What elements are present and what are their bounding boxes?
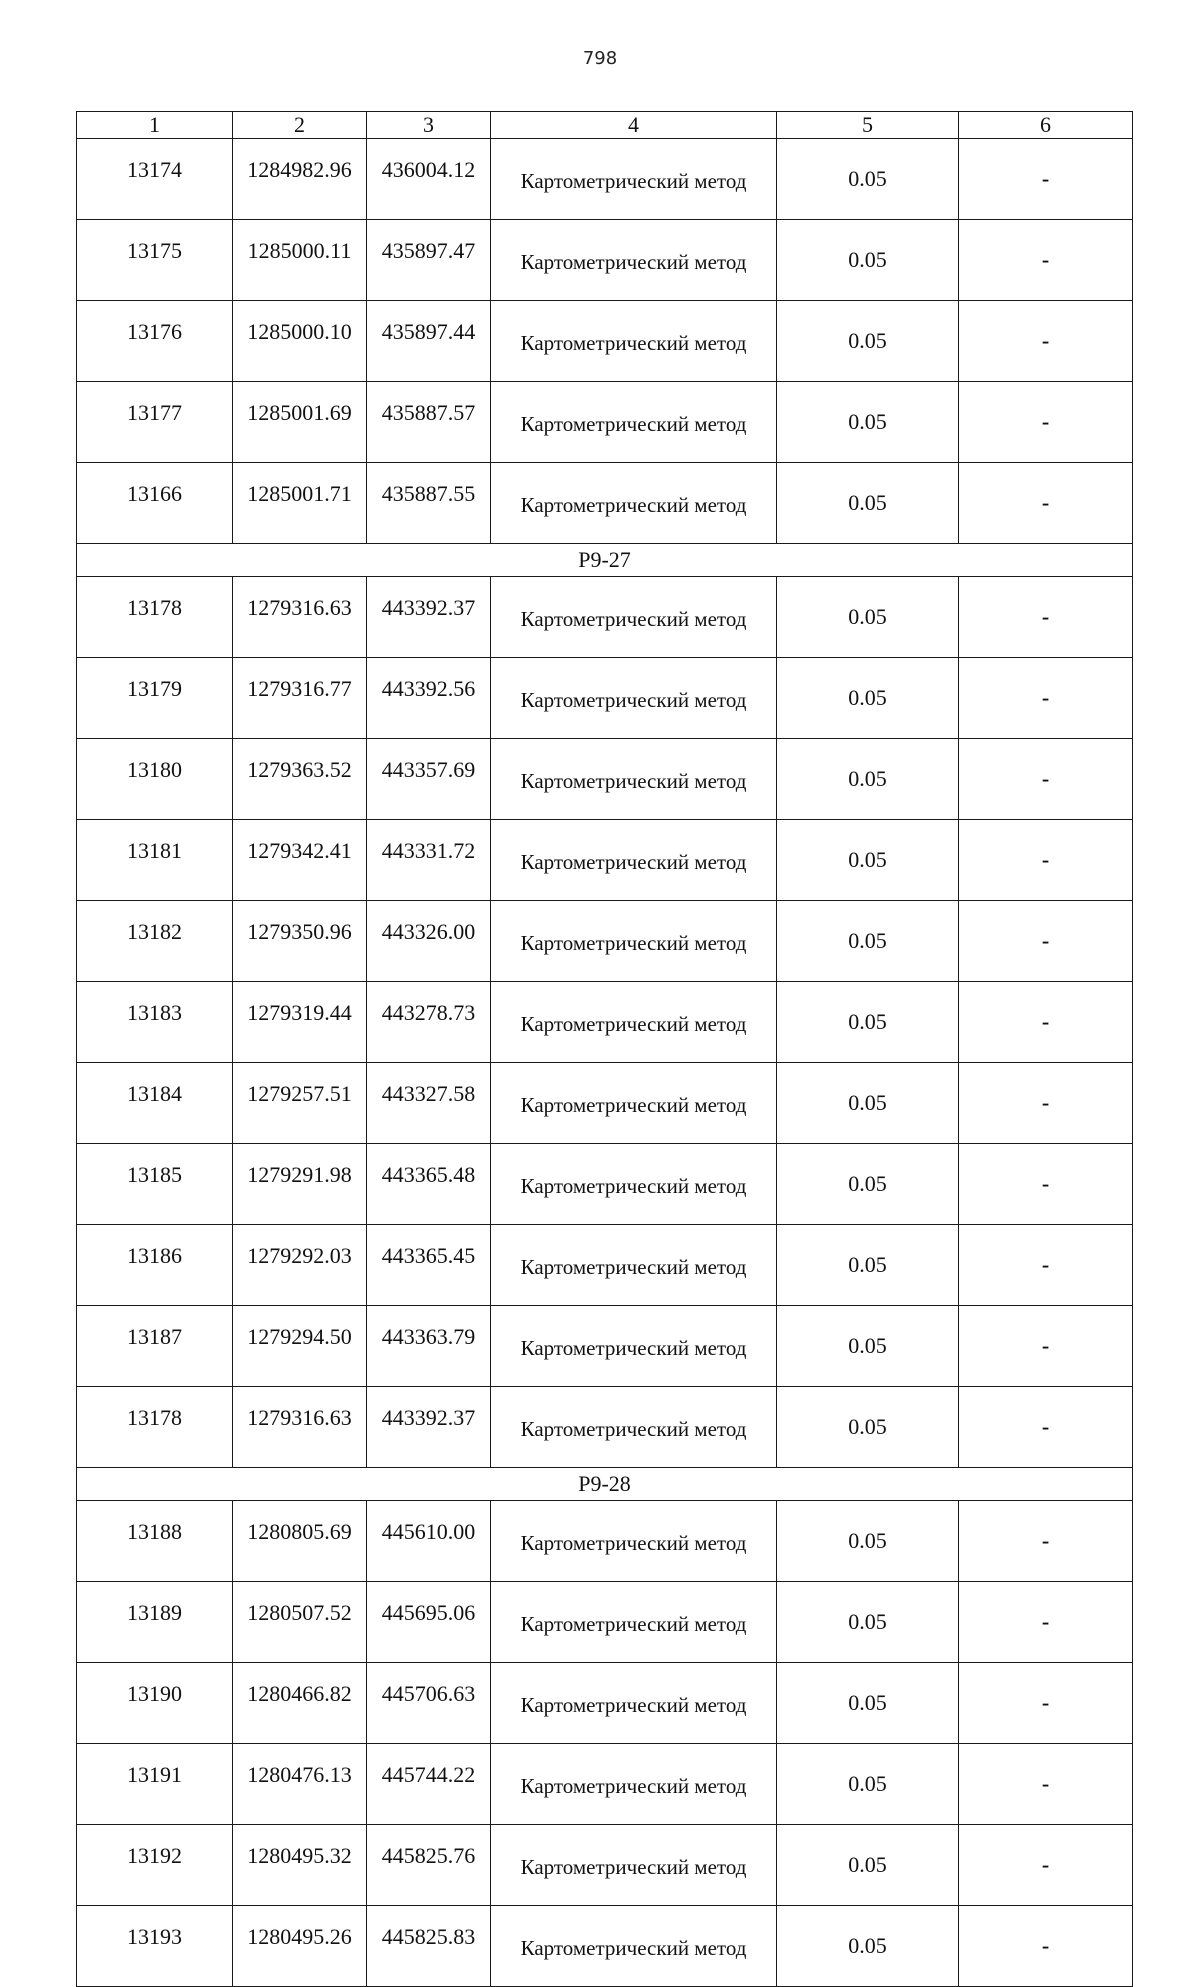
coordinate-x-cell: 1279294.50 [233, 1306, 367, 1387]
note-cell: - [959, 820, 1133, 901]
note-cell: - [959, 901, 1133, 982]
section-title: Р9-27 [77, 544, 1133, 577]
precision-cell: 0.05 [777, 577, 959, 658]
coordinate-x-cell: 1285000.10 [233, 301, 367, 382]
table-body [77, 139, 1133, 1987]
point-number-cell: 13175 [77, 220, 233, 301]
point-number-cell: 13178 [77, 1387, 233, 1468]
note-cell: - [959, 1387, 1133, 1468]
coordinate-x-cell: 1284982.96 [233, 139, 367, 220]
method-cell: Картометрический метод [491, 382, 777, 463]
point-number-cell: 13183 [77, 982, 233, 1063]
note-cell: - [959, 1744, 1133, 1825]
point-number-cell: 13188 [77, 1501, 233, 1582]
point-number-cell: 13189 [77, 1582, 233, 1663]
method-cell: Картометрический метод [491, 139, 777, 220]
coordinate-x-cell: 1280495.32 [233, 1825, 367, 1906]
note-cell: - [959, 1144, 1133, 1225]
precision-cell: 0.05 [777, 901, 959, 982]
method-cell: Картометрический метод [491, 1906, 777, 1987]
point-number-cell: 13177 [77, 382, 233, 463]
table-row [77, 1663, 1133, 1744]
note-cell: - [959, 463, 1133, 544]
table-row [77, 658, 1133, 739]
page-number: 798 [582, 48, 618, 69]
table-row [77, 1144, 1133, 1225]
note-cell: - [959, 577, 1133, 658]
coordinate-y-cell: 435887.57 [367, 382, 491, 463]
precision-cell: 0.05 [777, 1582, 959, 1663]
precision-cell: 0.05 [777, 139, 959, 220]
table-row [77, 1906, 1133, 1987]
method-cell: Картометрический метод [491, 1663, 777, 1744]
coordinate-x-cell: 1279316.63 [233, 577, 367, 658]
method-cell: Картометрический метод [491, 1144, 777, 1225]
coordinate-y-cell: 435897.44 [367, 301, 491, 382]
point-number-cell: 13179 [77, 658, 233, 739]
coordinate-y-cell: 443357.69 [367, 739, 491, 820]
coordinate-y-cell: 436004.12 [367, 139, 491, 220]
coordinate-y-cell: 445706.63 [367, 1663, 491, 1744]
note-cell: - [959, 739, 1133, 820]
header-row [77, 112, 1133, 139]
precision-cell: 0.05 [777, 1744, 959, 1825]
table-row [77, 1063, 1133, 1144]
coordinate-x-cell: 1285000.11 [233, 220, 367, 301]
header-cell: 4 [491, 112, 777, 139]
precision-cell: 0.05 [777, 1387, 959, 1468]
coordinate-y-cell: 443327.58 [367, 1063, 491, 1144]
coordinate-x-cell: 1280507.52 [233, 1582, 367, 1663]
table-row [77, 1225, 1133, 1306]
method-cell: Картометрический метод [491, 1501, 777, 1582]
section-header-row [77, 1468, 1133, 1501]
note-cell: - [959, 1306, 1133, 1387]
table-row [77, 820, 1133, 901]
table-row [77, 301, 1133, 382]
table-row [77, 739, 1133, 820]
header-cell: 3 [367, 112, 491, 139]
note-cell: - [959, 1225, 1133, 1306]
method-cell: Картометрический метод [491, 463, 777, 544]
point-number-cell: 13174 [77, 139, 233, 220]
method-cell: Картометрический метод [491, 1825, 777, 1906]
method-cell: Картометрический метод [491, 739, 777, 820]
note-cell: - [959, 1906, 1133, 1987]
precision-cell: 0.05 [777, 982, 959, 1063]
coordinate-y-cell: 445825.76 [367, 1825, 491, 1906]
header-cell: 2 [233, 112, 367, 139]
point-number-cell: 13185 [77, 1144, 233, 1225]
method-cell: Картометрический метод [491, 1387, 777, 1468]
table-row [77, 220, 1133, 301]
table-row [77, 1582, 1133, 1663]
precision-cell: 0.05 [777, 1906, 959, 1987]
coordinate-y-cell: 443278.73 [367, 982, 491, 1063]
section-title: Р9-28 [77, 1468, 1133, 1501]
coordinate-x-cell: 1280466.82 [233, 1663, 367, 1744]
coordinate-x-cell: 1279342.41 [233, 820, 367, 901]
coordinates-table [76, 111, 1133, 1987]
coordinate-y-cell: 445744.22 [367, 1744, 491, 1825]
table-row [77, 901, 1133, 982]
coordinate-x-cell: 1279316.77 [233, 658, 367, 739]
coordinate-x-cell: 1285001.69 [233, 382, 367, 463]
method-cell: Картометрический метод [491, 982, 777, 1063]
note-cell: - [959, 982, 1133, 1063]
header-cell: 1 [77, 112, 233, 139]
header-cell: 5 [777, 112, 959, 139]
coordinate-y-cell: 443365.45 [367, 1225, 491, 1306]
table-row [77, 382, 1133, 463]
precision-cell: 0.05 [777, 463, 959, 544]
coordinate-x-cell: 1279363.52 [233, 739, 367, 820]
method-cell: Картометрический метод [491, 1306, 777, 1387]
note-cell: - [959, 382, 1133, 463]
method-cell: Картометрический метод [491, 901, 777, 982]
note-cell: - [959, 220, 1133, 301]
precision-cell: 0.05 [777, 1825, 959, 1906]
table-row [77, 1501, 1133, 1582]
precision-cell: 0.05 [777, 301, 959, 382]
point-number-cell: 13191 [77, 1744, 233, 1825]
point-number-cell: 13182 [77, 901, 233, 982]
coordinate-y-cell: 443392.37 [367, 577, 491, 658]
table-row [77, 1744, 1133, 1825]
table-row [77, 139, 1133, 220]
coordinate-x-cell: 1279292.03 [233, 1225, 367, 1306]
coordinate-y-cell: 435897.47 [367, 220, 491, 301]
precision-cell: 0.05 [777, 1225, 959, 1306]
precision-cell: 0.05 [777, 658, 959, 739]
coordinate-x-cell: 1279257.51 [233, 1063, 367, 1144]
coordinate-x-cell: 1279319.44 [233, 982, 367, 1063]
point-number-cell: 13192 [77, 1825, 233, 1906]
header-cell: 6 [959, 112, 1133, 139]
coordinate-y-cell: 445825.83 [367, 1906, 491, 1987]
point-number-cell: 13166 [77, 463, 233, 544]
precision-cell: 0.05 [777, 820, 959, 901]
coordinate-y-cell: 443392.37 [367, 1387, 491, 1468]
point-number-cell: 13180 [77, 739, 233, 820]
section-header-row [77, 544, 1133, 577]
method-cell: Картометрический метод [491, 220, 777, 301]
coordinate-x-cell: 1279316.63 [233, 1387, 367, 1468]
method-cell: Картометрический метод [491, 1744, 777, 1825]
coordinate-y-cell: 443365.48 [367, 1144, 491, 1225]
method-cell: Картометрический метод [491, 301, 777, 382]
note-cell: - [959, 658, 1133, 739]
method-cell: Картометрический метод [491, 1225, 777, 1306]
coordinate-y-cell: 445610.00 [367, 1501, 491, 1582]
note-cell: - [959, 1582, 1133, 1663]
note-cell: - [959, 1501, 1133, 1582]
table-row [77, 463, 1133, 544]
point-number-cell: 13193 [77, 1906, 233, 1987]
method-cell: Картометрический метод [491, 577, 777, 658]
precision-cell: 0.05 [777, 220, 959, 301]
method-cell: Картометрический метод [491, 820, 777, 901]
point-number-cell: 13181 [77, 820, 233, 901]
coordinate-y-cell: 443331.72 [367, 820, 491, 901]
coordinate-y-cell: 443326.00 [367, 901, 491, 982]
precision-cell: 0.05 [777, 739, 959, 820]
point-number-cell: 13187 [77, 1306, 233, 1387]
note-cell: - [959, 301, 1133, 382]
point-number-cell: 13184 [77, 1063, 233, 1144]
coordinate-y-cell: 443392.56 [367, 658, 491, 739]
table-row [77, 1306, 1133, 1387]
point-number-cell: 13186 [77, 1225, 233, 1306]
coordinate-x-cell: 1280476.13 [233, 1744, 367, 1825]
point-number-cell: 13190 [77, 1663, 233, 1744]
coordinate-x-cell: 1280805.69 [233, 1501, 367, 1582]
note-cell: - [959, 1825, 1133, 1906]
precision-cell: 0.05 [777, 1144, 959, 1225]
method-cell: Картометрический метод [491, 658, 777, 739]
coordinate-x-cell: 1279350.96 [233, 901, 367, 982]
method-cell: Картометрический метод [491, 1063, 777, 1144]
precision-cell: 0.05 [777, 1663, 959, 1744]
method-cell: Картометрический метод [491, 1582, 777, 1663]
precision-cell: 0.05 [777, 1501, 959, 1582]
table-row [77, 577, 1133, 658]
table-row [77, 1387, 1133, 1468]
table-row [77, 1825, 1133, 1906]
point-number-cell: 13178 [77, 577, 233, 658]
precision-cell: 0.05 [777, 1063, 959, 1144]
coordinate-x-cell: 1285001.71 [233, 463, 367, 544]
note-cell: - [959, 139, 1133, 220]
coordinate-y-cell: 435887.55 [367, 463, 491, 544]
point-number-cell: 13176 [77, 301, 233, 382]
coordinate-x-cell: 1280495.26 [233, 1906, 367, 1987]
table-row [77, 982, 1133, 1063]
note-cell: - [959, 1663, 1133, 1744]
precision-cell: 0.05 [777, 382, 959, 463]
coordinate-y-cell: 443363.79 [367, 1306, 491, 1387]
precision-cell: 0.05 [777, 1306, 959, 1387]
coordinate-y-cell: 445695.06 [367, 1582, 491, 1663]
note-cell: - [959, 1063, 1133, 1144]
coordinate-x-cell: 1279291.98 [233, 1144, 367, 1225]
